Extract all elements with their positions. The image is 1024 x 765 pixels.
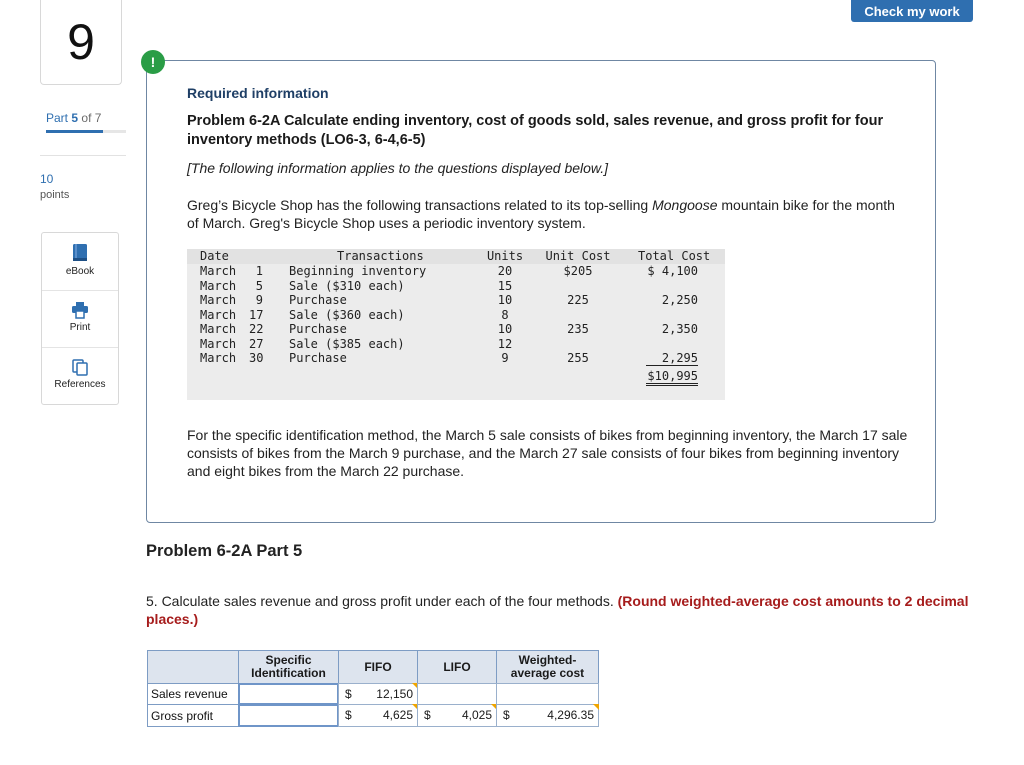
currency-symbol: $ [345,708,352,722]
row-desc: Sale ($310 each) [289,278,405,293]
header-total-cost: Total Cost [638,249,711,263]
row-desc: Purchase [289,322,347,336]
print-icon [71,301,89,319]
row-total-cost: $ 4,100 [647,264,698,278]
table-row [187,322,725,337]
header-units: Units [486,249,524,263]
header-unit-cost: Unit Cost [545,249,611,263]
table-row [187,264,725,279]
cell-value: 4,625 [382,708,413,722]
check-my-work-button[interactable]: Check my work [851,0,973,22]
points-label: points [40,189,70,201]
instruction-note: (Round weighted-average cost amounts to 2 decimal places.) [146,593,969,627]
intro-after: mountain bike for the month of March. Greg's Bicycle Shop uses a periodic inventory system. [187,197,895,231]
transactions-table [187,249,725,400]
row-month: March [200,307,237,322]
row-day: 9 [255,293,263,307]
part-prefix: Part [46,111,69,125]
row-desc: Purchase [289,351,347,365]
part-indicator [46,111,101,125]
transactions-header-row [187,249,725,264]
row-month: March [200,336,237,351]
gross-profit-specific-input[interactable] [238,704,339,727]
sales-revenue-specific-input[interactable] [238,683,339,705]
table-row [187,351,725,366]
header-specific: Specific Identification [238,650,339,684]
cell-value: 4,025 [461,708,492,722]
feedback-corner [593,704,599,710]
row-units: 10 [497,322,513,336]
row-day: 27 [249,336,264,351]
row-label-gross-profit: Gross profit [147,704,239,727]
sales-revenue-weighted-input[interactable] [496,683,599,705]
sales-revenue-fifo-input[interactable] [338,683,418,705]
row-day: 22 [249,322,264,336]
part-progress-fill [46,130,103,133]
specific-identification-note: For the specific identification method, the March 5 sale consists of bikes from beginning inventory, the March 17 sale consists of bikes from the March 9 purchase, and the March 27 sale consists of four bikes from beginning inventory and eight bikes from the March 22 purchase. [187,427,908,479]
grid-corner [147,650,239,684]
required-info-title: Required information [187,85,329,101]
table-row [187,308,725,323]
row-total-cost: 2,350 [661,322,698,336]
row-day: 5 [255,278,263,293]
references-icon [71,358,89,376]
instruction-text [146,592,986,628]
row-desc: Beginning inventory [289,264,427,278]
table-row [187,279,725,294]
row-units: 20 [497,264,513,278]
row-month: March [200,278,237,293]
question-number: 9 [40,0,122,85]
row-day: 30 [249,351,264,365]
row-day: 1 [255,264,263,278]
ebook-label: eBook [65,266,95,277]
intro-italic: Mongoose [652,197,718,213]
table-row [187,293,725,308]
problem-title: Problem 6-2A Calculate ending inventory, cost of goods sold, sales revenue, and gross profit for four inventory methods (LO6-3, 6-4,6-5) [187,113,884,148]
row-total-cost: 2,250 [661,293,698,307]
gross-profit-weighted-input[interactable] [496,704,599,727]
points-value: 10 [40,172,54,186]
intro-paragraph [187,196,907,232]
row-unit-cost: 235 [567,322,589,336]
gross-profit-lifo-input[interactable] [417,704,497,727]
row-month: March [200,293,237,307]
currency-symbol: $ [503,708,510,722]
row-desc: Sale ($360 each) [289,307,405,322]
header-weighted: Weighted-average cost [496,650,599,684]
currency-symbol: $ [424,708,431,722]
transactions-total: $10,995 [646,369,698,386]
row-units: 9 [501,351,509,365]
transactions-total-row [187,369,725,384]
row-label-sales-revenue: Sales revenue [147,683,239,705]
book-icon [71,243,89,263]
row-month: March [200,264,237,278]
row-unit-cost: 255 [567,351,589,365]
alert-icon: ! [141,50,165,74]
header-date: Date [200,249,229,263]
row-unit-cost: 225 [567,293,589,307]
sales-revenue-lifo-input[interactable] [417,683,497,705]
references-button[interactable] [42,347,118,404]
row-desc: Purchase [289,293,347,307]
part-current: 5 [71,111,79,125]
cell-value: 4,296.35 [547,708,594,722]
row-unit-cost: $205 [563,264,593,278]
row-total-cost: 2,295 [646,351,698,366]
row-units: 15 [497,278,513,293]
row-units: 8 [501,307,509,322]
table-row [187,337,725,352]
part-total: of 7 [81,111,102,125]
part-heading: Problem 6-2A Part 5 [146,542,303,560]
row-day: 17 [249,307,264,322]
currency-symbol: $ [345,687,352,701]
instruction-main: 5. Calculate sales revenue and gross profit under each of the four methods. [146,593,614,609]
print-label: Print [69,322,91,333]
print-button[interactable] [42,290,118,347]
applies-note: [The following information applies to the questions displayed below.] [187,160,609,176]
sidebar-divider [40,155,126,156]
references-label: References [54,379,106,390]
row-desc: Sale ($385 each) [289,336,405,351]
row-month: March [200,351,237,365]
ebook-button[interactable] [42,233,118,290]
row-month: March [200,322,237,336]
gross-profit-fifo-input[interactable] [338,704,418,727]
header-lifo: LIFO [417,650,497,684]
intro-before: Greg’s Bicycle Shop has the following transactions related to its top-selling [187,197,653,213]
header-transactions: Transactions [337,249,424,263]
cell-value: 12,150 [376,687,413,701]
tools-panel [41,232,119,405]
row-units: 10 [497,293,513,307]
row-units: 12 [497,336,513,351]
header-fifo: FIFO [338,650,418,684]
